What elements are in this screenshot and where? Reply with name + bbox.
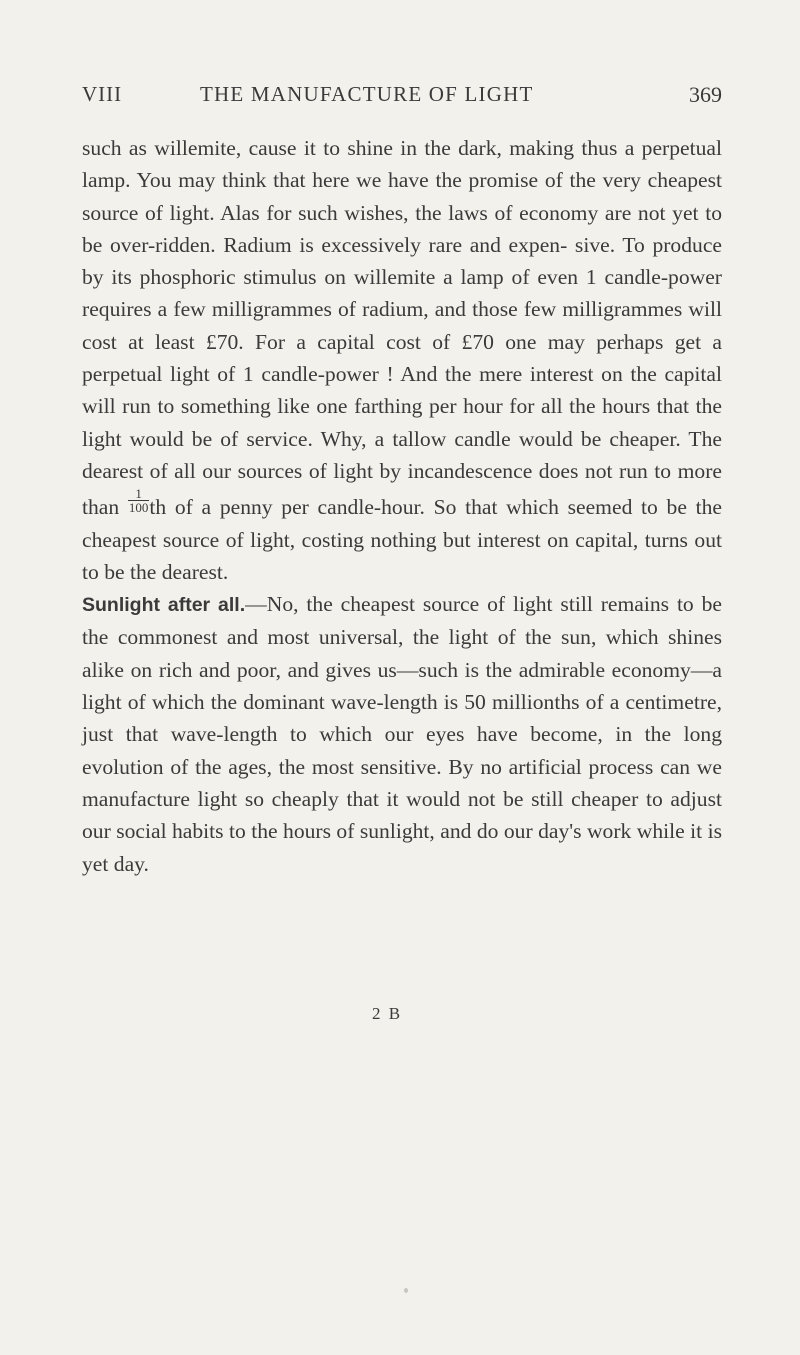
paragraph-1-text-b: th of a penny per candle-hour. So that which seemed to be the cheapest source of light, costing nothing but interest on capital, turns out to be the dearest. [82, 495, 722, 584]
fraction-numerator: 1 [128, 487, 150, 501]
running-head [82, 82, 722, 116]
page-number: 369 [689, 82, 722, 107]
paragraph-1-text-a: such as willemite, cause it to shine in the dark, making thus a perpetual lamp. You may think that here we have the promise of the very cheapest source of light. Alas for such wishes, the laws of economy are not yet to be over-ridden. Radium is excessively rare and expen- sive. To produce by its phosphoric stimulus on willemite a lamp of even 1 candle-power requires a few milligrammes of radium, and those few milligrammes will cost at least £70. For a capital cost of £70 one may perhaps get a perpetual light of 1 candle-power ! And the mere interest on the capital will run to something like one farthing per hour for all the hours that the light would be of service. Why, a tallow candle would be cheaper. The dearest of all our sources of light by incandescence does not run to more than [82, 136, 722, 520]
signature-mark: 2 B [372, 1004, 403, 1023]
paragraph-1 [82, 132, 722, 588]
paragraph-2-text: —No, the cheapest source of light still remains to be the commonest and most universal, the light of the sun, which shines alike on rich and poor, and gives us—such is the admirable economy—a light of which the dominant wave-length is 50 millionths of a centimetre, just that wave-length to which our eyes have become, in the long evolution of the ages, the most sensitive. By no artificial process can we manufacture light so cheaply that it would not be still cheaper to adjust our social habits to the hours of sunlight, and do our day's work while it is yet day. [82, 592, 722, 876]
section-heading: Sunlight after all. [82, 594, 246, 617]
paragraph-2 [82, 588, 722, 880]
paper-speck [404, 1288, 408, 1293]
fraction-denominator: 100 [128, 500, 149, 516]
chapter-number: VIII [82, 82, 123, 106]
body-text [82, 132, 722, 880]
running-title: THE MANUFACTURE OF LIGHT [200, 82, 534, 106]
fraction [128, 487, 150, 514]
